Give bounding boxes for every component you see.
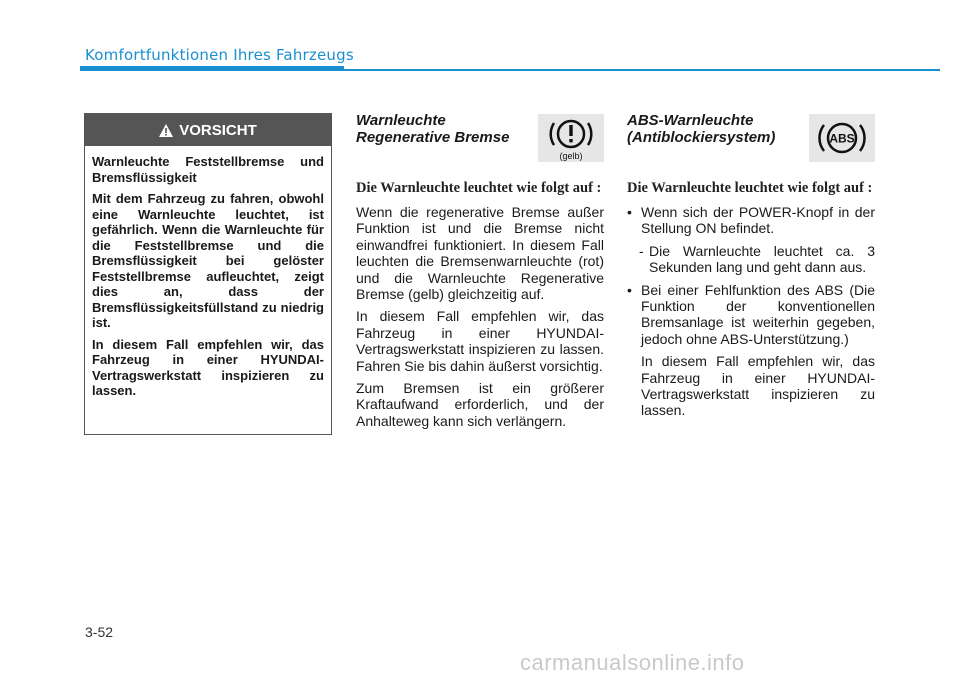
caution-box (84, 113, 332, 435)
caution-body (85, 146, 331, 399)
regen-section-title: Warnleuchte Regenerative Bremse (356, 112, 510, 146)
header-rule-thin (344, 69, 940, 71)
regen-subheading: Die Warnleuchte leuchtet wie folgt auf : (356, 180, 602, 196)
caution-paragraph: In diesem Fall empfehlen wir, das Fahrzeug in einer HYUNDAI-Vertragswerkstatt inspizieren zu lassen. (92, 336, 324, 398)
abs-section (627, 112, 875, 425)
caution-paragraph: Mit dem Fahrzeug zu fahren, obwohl eine Warnleuchte leuchtet, ist gefährlich. Wenn die Warnleuchte für die Feststellbremse und die Bremsflüssigkeit bei gelöster Feststellbremse aufleuchtet, zeigt dies an, dass der Bremsflüssigkeitsfüllstand zu niedrig ist. (92, 191, 324, 330)
regen-brake-warning-icon (538, 114, 604, 162)
abs-indented-paragraph: In diesem Fall empfehlen wir, das Fahrzeug in einer HYUNDAI-Vertragswerkstatt inspizieren zu lassen. (641, 353, 875, 419)
watermark: carmanualsonline.info (520, 650, 745, 675)
abs-subheading: Die Warnleuchte leuchtet wie folgt auf : (627, 180, 873, 196)
abs-icon-text: ABS (829, 131, 855, 146)
abs-warning-icon (809, 114, 875, 162)
page-section-title: Komfortfunktionen Ihres Fahrzeugs (85, 46, 354, 64)
regen-paragraph: Zum Bremsen ist ein größerer Kraftaufwand erforderlich, und der Anhalteweg kann sich verlängern. (356, 380, 604, 429)
regen-paragraph: Wenn die regenerative Bremse außer Funktion ist und die Bremse nicht einwandfrei funktioniert. In diesem Fall leuchten die Bremsenwarnleuchte (rot) und die Warnleuchte Regenerative Bremse (gelb) gleichzeitig auf. (356, 204, 604, 303)
regen-paragraph: In diesem Fall empfehlen wir, das Fahrzeug in einer HYUNDAI-Vertragswerkstatt inspizieren zu lassen. Fahren Sie bis dahin äußerst vorsichtig. (356, 308, 604, 374)
page-number: 3-52 (85, 624, 114, 640)
caution-paragraph: Warnleuchte Feststellbremse und Bremsflüssigkeit (92, 154, 324, 185)
caution-header (85, 114, 331, 146)
icon-color-label: (gelb) (559, 151, 583, 161)
warning-triangle-icon (159, 124, 173, 137)
regen-brake-section (356, 112, 604, 435)
caution-heading: VORSICHT (179, 121, 257, 139)
abs-bullet-item: • Wenn sich der POWER-Knopf in der Stellung ON befindet. (627, 204, 875, 237)
abs-bullet-item: • Bei einer Fehlfunktion des ABS (Die Funktion der konventionellen Bremsanlage ist weiterhin gegeben, jedoch ohne ABS-Unterstützung.) (627, 282, 875, 348)
header-rule-thick (80, 66, 344, 71)
abs-dash-item: - Die Warnleuchte leuchtet ca. 3 Sekunden lang und geht dann aus. (627, 243, 875, 276)
abs-section-title: ABS-Warnleuchte (Antiblockiersystem) (627, 112, 776, 146)
